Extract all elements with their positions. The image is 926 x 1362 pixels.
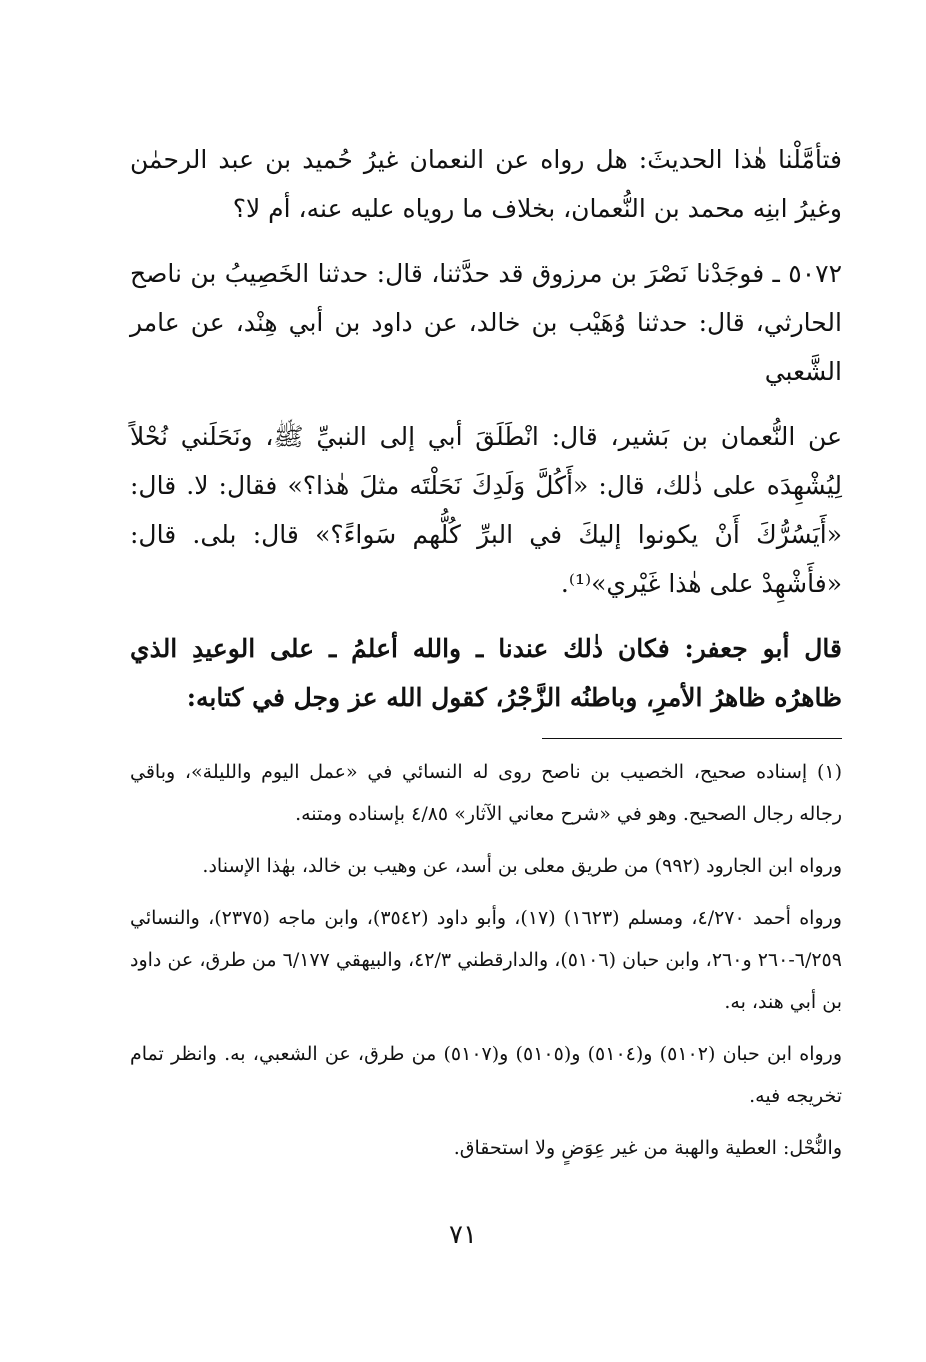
main-text: [130, 135, 842, 722]
main-paragraph: فتأمَّلْنا هٰذا الحديثَ: هل رواه عن النعمان غيرُ حُميد بن عبد الرحمٰن وغيرُ ابنِه محمد بن النُّعمان، بخلاف ما روياه عليه عنه، أم لا؟: [130, 145, 842, 223]
footnote-divider: [542, 738, 842, 739]
footnote: ورواه ابن حبان (٥١٠٢) و(٥١٠٤) و(٥١٠٥) و(٥١٠٧) من طرق، عن الشعبي، به. وانظر تمام تخريجه فيه.: [130, 1043, 843, 1107]
footnote: (١) إسناده صحيح، الخصيب بن ناصح روى له النسائي في «عمل اليوم والليلة»، وباقي رجاله رجال الصحيح. وهو في «شرح معاني الآثار» ٤/٨٥ بإسناده ومتنه.: [130, 761, 842, 825]
page-number: ٧١: [449, 1220, 477, 1250]
footnotes: [130, 751, 842, 1169]
page-body: [130, 135, 842, 1179]
main-paragraph: قال أبو جعفر: فكان ذٰلك عندنا ـ والله أعلمُ ـ على الوعيدِ الذي ظاهرُه ظاهرُ الأمرِ، وباطنُه الزَّجْرُ، كقول الله عز وجل في كتابه:: [130, 634, 842, 712]
footnote: ورواه أحمد ٤/٢٧٠، ومسلم (١٦٢٣) (١٧)، وأبو داود (٣٥٤٢)، وابن ماجه (٢٣٧٥)، والنسائي ٦/٢٥٩-٢٦٠ و٢٦٠، وابن حبان (٥١٠٦)، والدارقطني ٤٢/٣، والبيهقي ٦/١٧٧ من طرق، عن داود بن أبي هند، به.: [130, 907, 842, 1013]
footnote: والنُّحْل: العطية والهبة من غير عِوَضٍ ولا استحقاق.: [453, 1137, 842, 1159]
main-paragraph: عن النُّعمان بن بَشير، قال: انْطَلَقَ أبي إلى النبيِّ ﷺ، ونَحَلَني نُحْلاً لِيُشْهِدَه على ذٰلك، قال: «أَكُلَّ وَلَدِكَ نَحَلْتَه مثلَ هٰذا؟» فقال: لا. قال: «أَيَسُرُّكَ أَنْ يكونوا إليكَ في البرِّ كُلُّهم سَواءً؟» قال: بلى. قال: «فأَشْهِدْ على هٰذا غَيْري»⁽¹⁾.: [130, 422, 842, 598]
footnote: ورواه ابن الجارود (٩٩٢) من طريق معلى بن أسد، عن وهيب بن خالد، بهٰذا الإسناد.: [202, 855, 842, 877]
main-paragraph: ٥٠٧٢ ـ فوجَدْنا نَصْرَ بن مرزوق قد حدَّثنا، قال: حدثنا الخَصِيبُ بن ناصح الحارثي، قال: حدثنا وُهَيْب بن خالد، عن داود بن أبي هِنْد، عن عامر الشَّعبي: [130, 259, 842, 386]
